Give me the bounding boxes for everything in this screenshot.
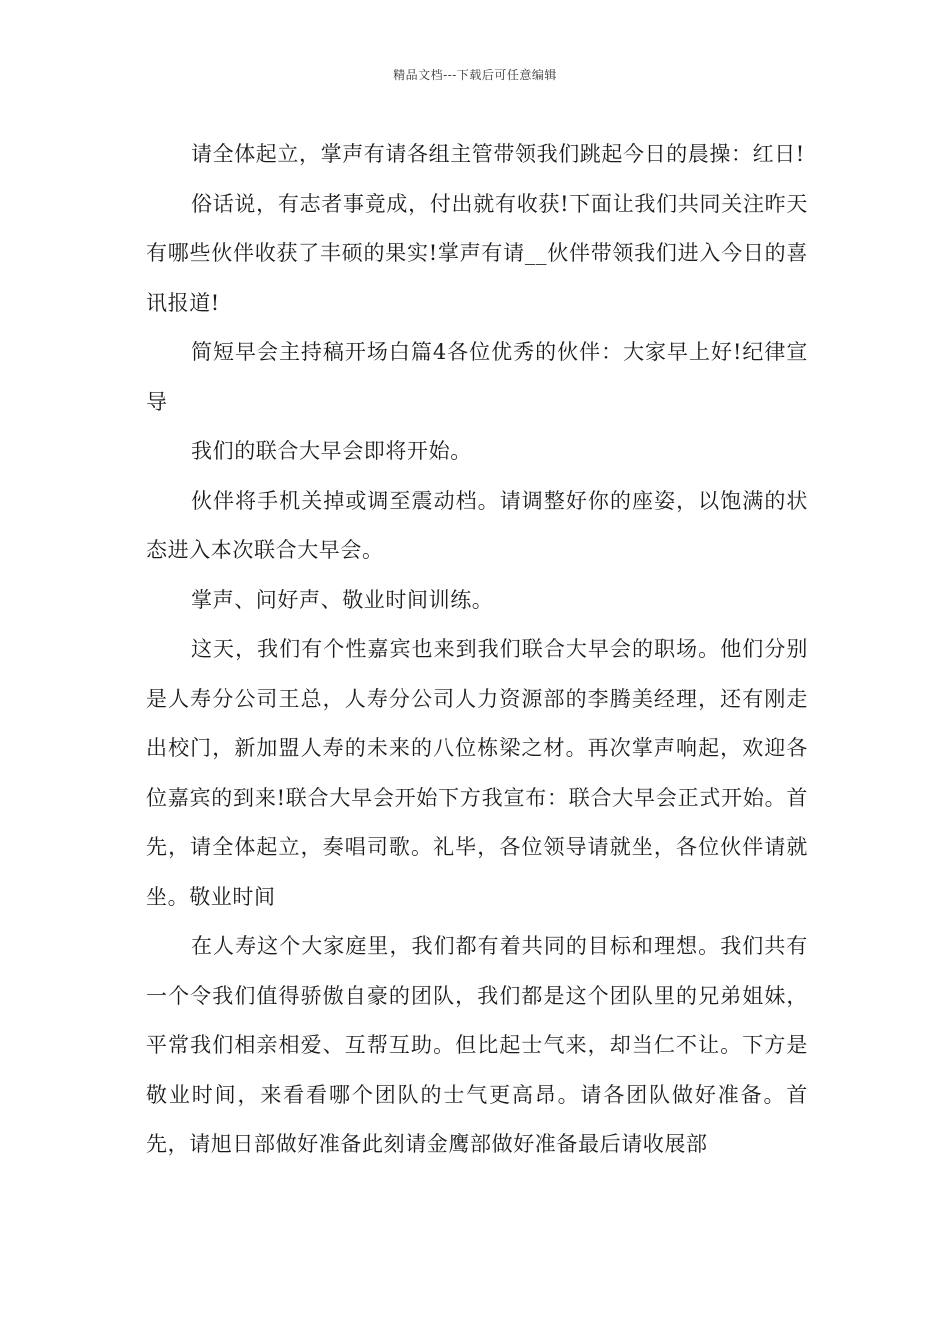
paragraph-section-title: 简短早会主持稿开场白篇4各位优秀的伙伴：大家早上好!纪律宣导	[146, 340, 808, 414]
paragraph-morning-exercise: 请全体起立，掌声有请各组主管带领我们跳起今日的晨操：红日!	[191, 142, 805, 166]
paragraph-team-spirit: 在人寿这个大家庭里，我们都有着共同的目标和理想。我们共有一个令我们值得骄傲自豪的团队，我们都是这个团队里的兄弟姐妹，平常我们相亲相爱、互帮互助。但比起士气来，却当仁不让。下方是敬业时间，来看看哪个团队的士气更高昂。请各团队做好准备。首先，请旭日部做好准备此刻请金鹰部做好准备最后请收展部	[146, 934, 808, 1156]
paragraph-meeting-start: 我们的联合大早会即将开始。	[191, 439, 472, 463]
paragraph-good-news: 俗话说，有志者事竟成，付出就有收获!下面让我们共同关注昨天有哪些伙伴收获了丰硕的果实!掌声有请__伙伴带领我们进入今日的喜讯报道!	[146, 191, 808, 315]
document-body	[146, 130, 808, 1170]
paragraph-applause-training: 掌声、问好声、敬业时间训练。	[191, 587, 494, 612]
paragraph-guests: 这天，我们有个性嘉宾也来到我们联合大早会的职场。他们分别是人寿分公司王总，人寿分公司人力资源部的李腾美经理，还有刚走出校门，新加盟人寿的未来的八位栋梁之材。再次掌声响起，欢迎各位嘉宾的到来!联合大早会开始下方我宣布：联合大早会正式开始。首先，请全体起立，奏唱司歌。礼毕，各位领导请就坐，各位伙伴请就坐。敬业时间	[146, 637, 808, 909]
paragraph-phone-notice: 伙伴将手机关掉或调至震动档。请调整好你的座姿，以饱满的状态进入本次联合大早会。	[146, 488, 808, 562]
page-header: 精品文档---下载后可任意编辑	[393, 68, 557, 82]
